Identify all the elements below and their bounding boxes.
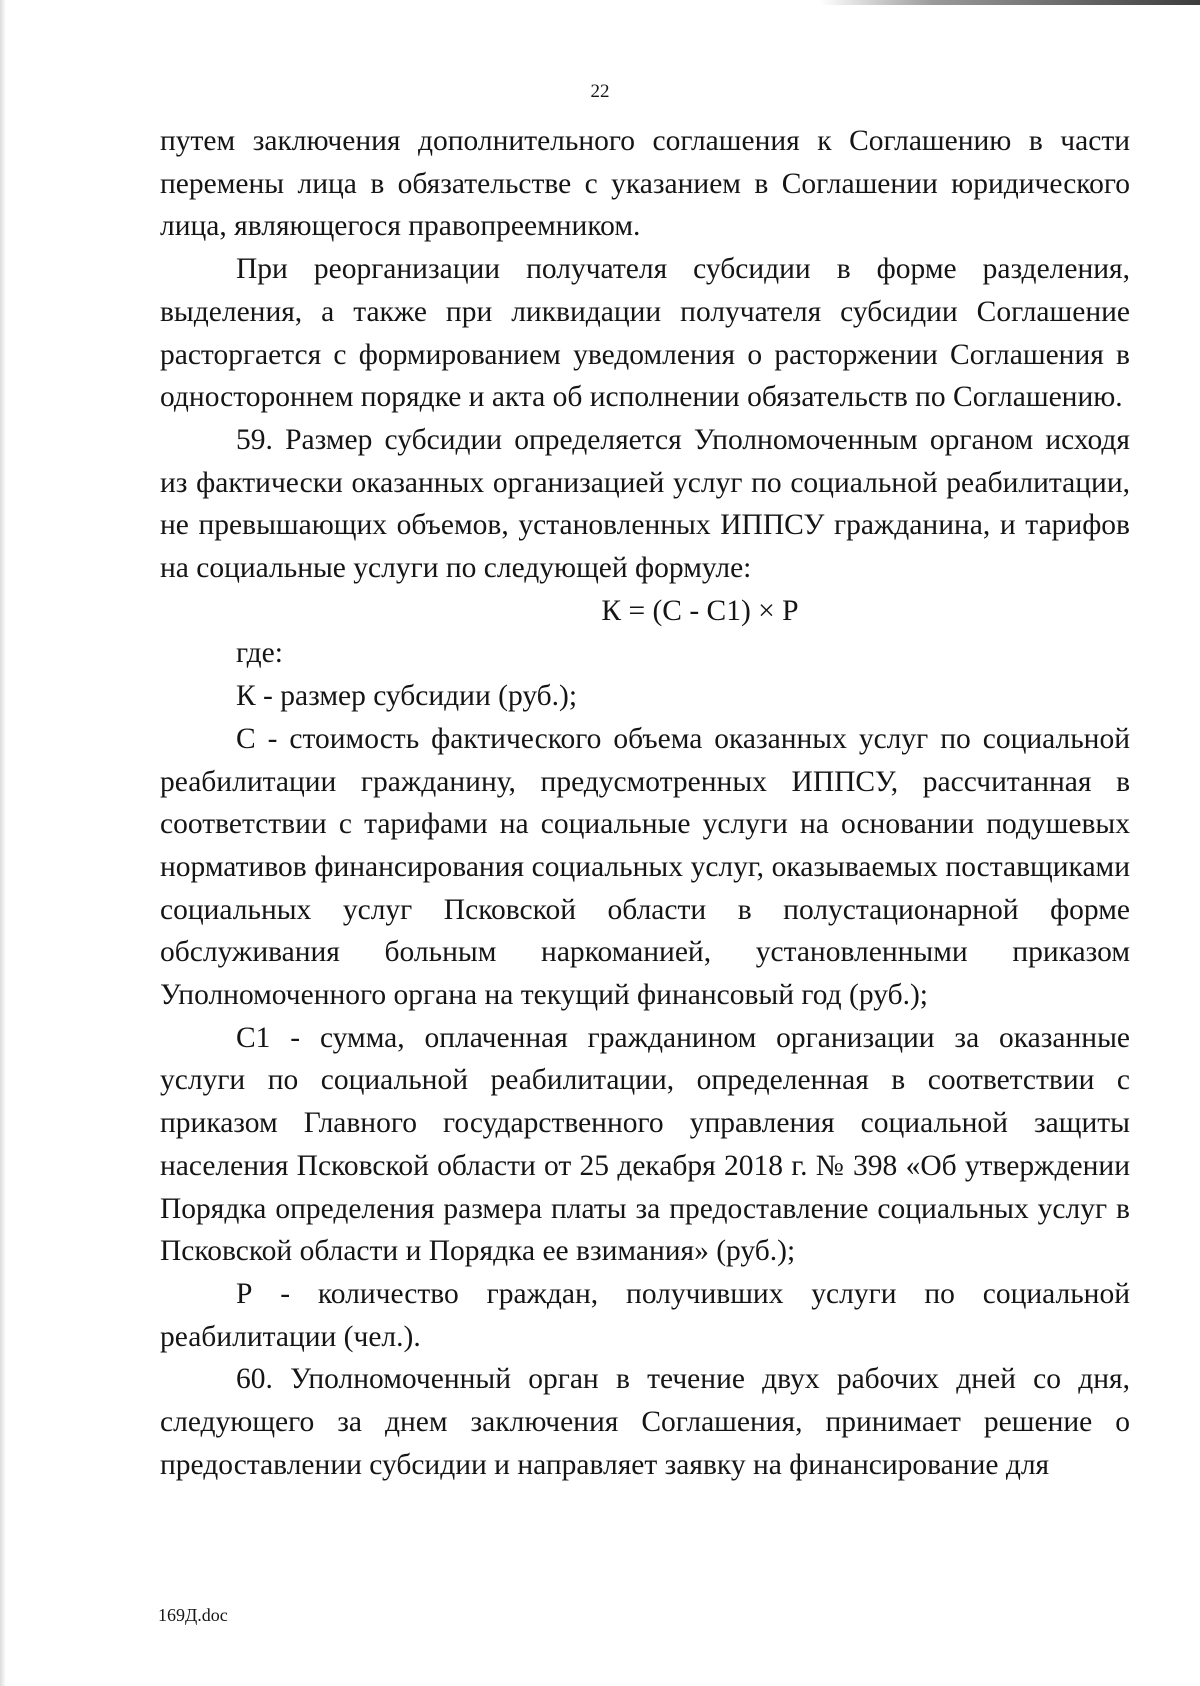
page-number: 22 — [590, 81, 610, 102]
definition-c1: С1 - сумма, оплаченная гражданином организации за оказанные услуги по социальной реабилитации, определенная в соответствии с приказом Главного государственного управления социальной защиты населения Псковской области от 25 декабря 2018 г. № 398 «Об утверждении Порядка определения размера платы за предоставление социальных услуг в Псковской области и Порядка ее взимания» (руб.); — [160, 1021, 1130, 1268]
definition-k: К - размер субсидии (руб.); — [236, 680, 578, 713]
document-footer-filename: 169Д.doc — [158, 1605, 228, 1625]
paragraph-continuation: путем заключения дополнительного соглашения к Соглашению в части перемены лица в обязательстве с указанием в Соглашении юридического лица, являющегося правопреемником. — [160, 125, 1130, 243]
subsidy-formula: К = (С - С1) × Р — [601, 594, 799, 627]
document-body — [160, 120, 1130, 1487]
paragraph-60: 60. Уполномоченный орган в течение двух рабочих дней со дня, следующего за днем заключения Соглашения, принимает решение о предоставлении субсидии и направляет заявку на финансирование для — [160, 1363, 1130, 1481]
paragraph-59: 59. Размер субсидии определяется Уполномоченным органом исходя из фактически оказанных организацией услуг по социальной реабилитации, не превышающих объемов, установленных ИППСУ гражданина, и тарифов на социальные услуги по следующей формуле: — [160, 423, 1130, 585]
definition-p: Р - количество граждан, получивших услуги по социальной реабилитации (чел.). — [160, 1277, 1130, 1353]
definition-c: С - стоимость фактического объема оказанных услуг по социальной реабилитации гражданину, предусмотренных ИППСУ, рассчитанная в соответствии с тарифами на социальные услуги на основании подушевых нормативов финансирования социальных услуг, оказываемых поставщиками социальных услуг Псковской области в полустационарной форме обслуживания больным наркоманией, установленными приказом Уполномоченного органа на текущий финансовый год (руб.); — [160, 722, 1130, 1012]
scan-edge-left — [0, 0, 6, 1686]
scan-edge-top — [820, 0, 1200, 5]
paragraph-reorganization: При реорганизации получателя субсидии в форме разделения, выделения, а также при ликвидации получателя субсидии Соглашение расторгается с формированием уведомления о расторжении Соглашения в одностороннем порядке и акта об исполнении обязательств по Соглашению. — [160, 253, 1130, 414]
formula-where: где: — [236, 637, 283, 670]
